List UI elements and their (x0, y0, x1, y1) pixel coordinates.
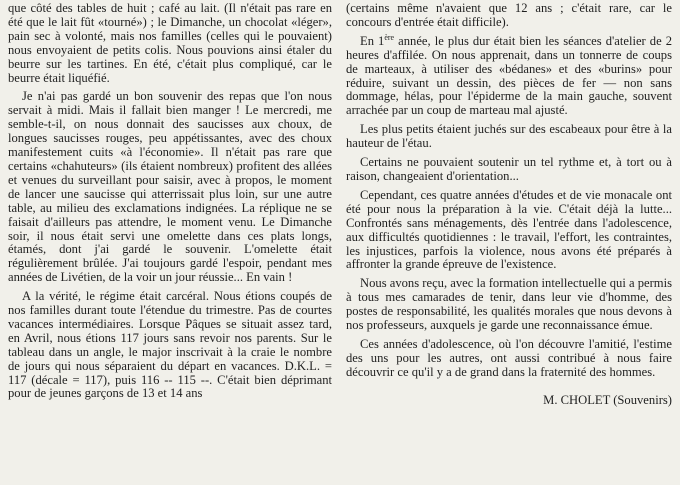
paragraph-meals: Je n'ai pas gardé un bon souvenir des repas que l'on nous servait à midi. Mais il fallait bien manger ! Le mercredi, me semble-t-il, on nous donnait des saucisses aux choux, de longues saucisses rouges, peu appétissantes, avec des choux manifestement cuits «à l'économie». Il n'était pas rare que certains «chahuteurs» (ils étaient nombreux) profitent des allées et venues du surveillant pour saisir, avec à propos, le moment de lancer une saucisse qui atterrissait plus loin, sur une autre table, au milieu des exclamations indignées. La réplique ne se faisait d'ailleurs pas attendre, le moment venu. Le Dimanche soir, il nous était servi une omelette dans ces plats longs, étamés, dont j'ai gardé le souvenir. L'omelette était régulièrement brûlée. J'ai toujours gardé l'espoir, pendant mes années de Livétien, de la voir un jour réussie... En vain ! (8, 89, 332, 285)
first-year-sup: ère (384, 32, 395, 42)
right-column (346, 2, 672, 485)
paragraph-formation: Nous avons reçu, avec la formation intellectuelle qui a permis à tous mes camarades de tenir, dans leur vie d'homme, des postes de responsabilité, les qualités morales que nous devons à nos professeurs, auxquels je garde une reconnaissance émue. (346, 276, 672, 333)
paragraph-adolescence: Ces années d'adolescence, où l'on découvre l'amitié, l'estime des uns pour les autres, ont aussi contribué à nous faire découvrir ce qu'il y a de grand dans la fraternité des hommes. (346, 336, 672, 379)
paragraph-first-year (346, 32, 673, 118)
first-year-lead: En 1 (360, 33, 385, 48)
left-column (8, 2, 332, 485)
first-year-rest: année, le plus dur était bien les séances d'atelier de 2 heures d'affilée. On nous apprenait, dans un tonnerre de coups de marteaux, à utiliser des «bédanes» et des «burins» pour réduire, suivant un dessin, des pièces de fer — non sans dommage, hélas, pour l'épiderme de la main gauche, souvent arrachée par un coup de marteau mal ajusté. (346, 33, 673, 118)
paragraph-orientation: Certains ne pouvaient soutenir un tel rythme et, à tort ou à raison, changeaient d'orientation... (346, 155, 672, 183)
paragraph-preparation: Cependant, ces quatre années d'études et de vie monacale ont été pour nous la préparation à la vie. C'était déjà la lutte... Confrontés sans ménagements, dès l'entrée dans l'adolescence, aux difficultés quotidiennes : le travail, l'effort, les contraintes, les injustices, parfois la violence, nous avons été préparés à affronter la grande épreuve de l'existence. (346, 187, 672, 272)
paragraph-regime: A la vérité, le régime était carcéral. Nous étions coupés de nos familles durant toute l'étendue du trimestre. Pas de courtes vacances intermédiaires. Lorsque Pâques se situait assez tard, en Avril, nous étions 117 jours sans revoir nos parents. Sur le tableau dans un angle, le major inscrivait à la craie le nombre de jours qui nous séparaient du départ en vacances. D.K.L. = 117 (décale = 117), puis 116 -- 115 --. C'était bien déprimant pour de jeunes garçons de 13 et 14 ans (8, 289, 332, 401)
paragraph-continuation: (certains même n'avaient que 12 ans ; c'était rare, car le concours d'entrée était difficile). (346, 1, 672, 29)
paragraph-escabeaux: Les plus petits étaient juchés sur des escabeaux pour être à la hauteur de l'étau. (346, 122, 672, 151)
paragraph-breakfast: que côté des tables de huit ; café au lait. (Il n'était pas rare en été que le lait fût «tourné») ; le Dimanche, un chocolat «léger», pain sec à volonté, mais nos familles (celles qui le pouvaient) nous envoyaient de petits colis. Nous pouvions ainsi étaler du beurre sur les tartines. En été, c'était plus compliqué, car le beurre était liquéfié. (8, 1, 332, 85)
author-signature: M. CHOLET (Souvenirs) (543, 392, 672, 407)
